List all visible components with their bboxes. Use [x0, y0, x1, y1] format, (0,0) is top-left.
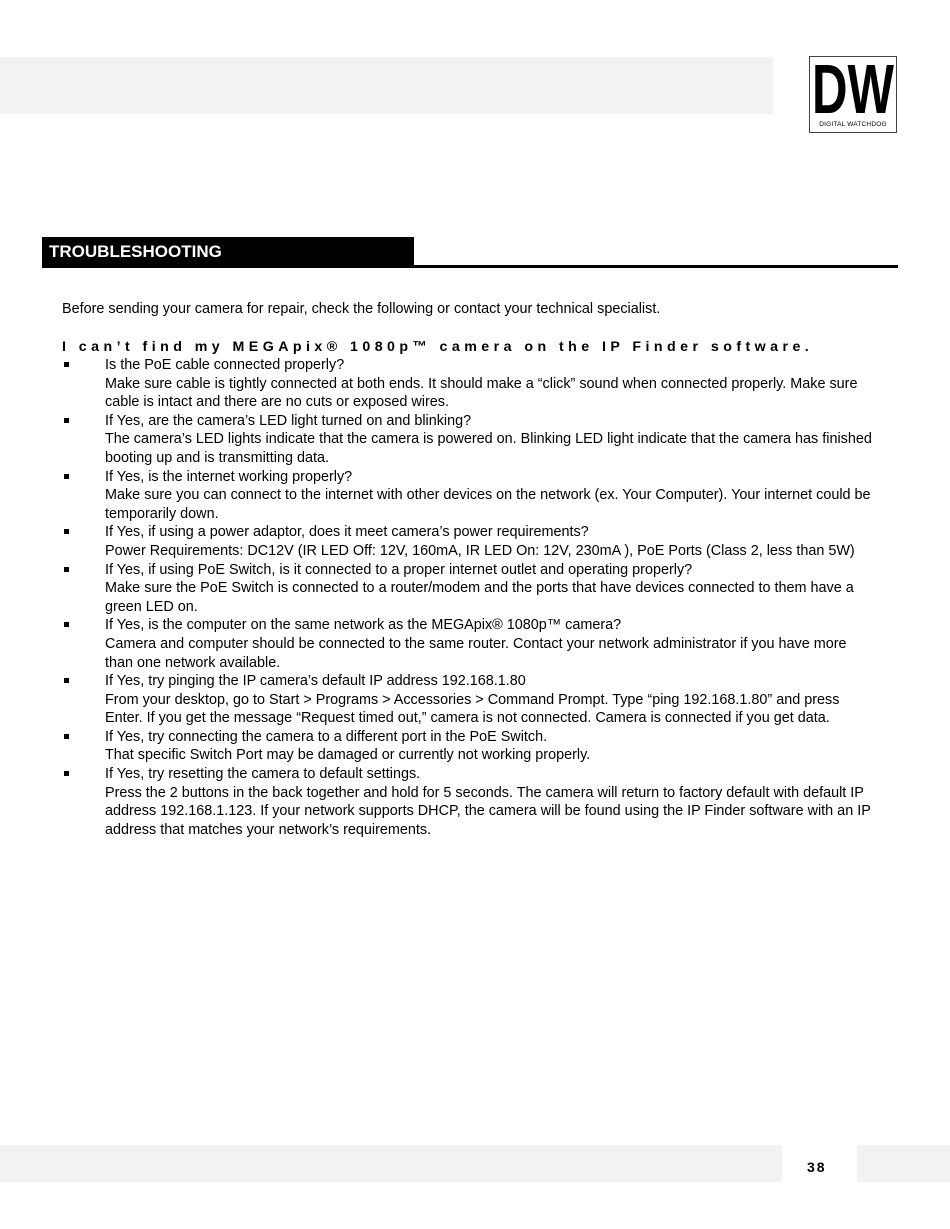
bullet-icon	[64, 529, 69, 534]
check-question: If Yes, if using a power adaptor, does it meet camera’s power requirements?	[105, 524, 589, 541]
check-question: If Yes, try pinging the IP camera’s default IP address 192.168.1.80	[105, 673, 526, 690]
bullet-icon	[64, 362, 69, 367]
check-question: If Yes, are the camera’s LED light turned on and blinking?	[105, 412, 472, 429]
check-answer: Make sure you can connect to the internet with other devices on the network (ex. Your Computer). Your internet could be temporarily down.	[105, 487, 871, 522]
footer-band	[0, 1145, 782, 1182]
check-question: If Yes, is the computer on the same network as the MEGApix® 1080p™ camera?	[105, 617, 622, 634]
bullet-icon	[64, 622, 69, 627]
check-answer: That specific Switch Port may be damaged or currently not working properly.	[105, 747, 591, 764]
bullet-icon	[64, 418, 69, 423]
intro-paragraph: Before sending your camera for repair, check the following or contact your technical specialist.	[62, 301, 661, 317]
checklist-item	[62, 728, 877, 765]
troubleshooting-checklist	[62, 356, 877, 839]
check-question: If Yes, if using PoE Switch, is it connected to a proper internet outlet and operating properly?	[105, 561, 693, 578]
check-answer: The camera’s LED lights indicate that the camera is powered on. Blinking LED light indicate that the camera has finished booting up and is transmitting data.	[105, 431, 872, 466]
checklist-item	[62, 412, 877, 468]
section-title: TROUBLESHOOTING	[49, 242, 222, 261]
section-divider	[42, 265, 898, 268]
issue-heading: I can’t find my MEGApix® 1080p™ camera on the IP Finder software.	[62, 339, 814, 355]
check-answer: Make sure cable is tightly connected at both ends. It should make a “click” sound when connected properly. Make sure cable is intact and there are no cuts or exposed wires.	[105, 375, 858, 411]
checklist-item	[62, 468, 877, 524]
svg-text:DW: DW	[812, 59, 894, 117]
check-answer: Camera and computer should be connected to the same router. Contact your network administrator if you have more than one network available.	[105, 635, 847, 671]
digital-watchdog-logo	[809, 56, 897, 133]
header-band	[0, 57, 773, 114]
checklist-item	[62, 523, 877, 560]
checklist-item	[62, 356, 877, 412]
checklist-item	[62, 672, 877, 728]
check-question: If Yes, try connecting the camera to a different port in the PoE Switch.	[105, 728, 548, 745]
footer-band-right	[857, 1145, 950, 1182]
bullet-icon	[64, 771, 69, 776]
check-question: If Yes, try resetting the camera to default settings.	[105, 766, 421, 783]
check-answer: Make sure the PoE Switch is connected to a router/modem and the ports that have devices connected to them have a green LED on.	[105, 580, 854, 615]
bullet-icon	[64, 734, 69, 739]
checklist-item	[62, 616, 877, 672]
dw-logo-mark	[812, 59, 894, 117]
checklist-item	[62, 765, 877, 839]
check-answer: Power Requirements: DC12V (IR LED Off: 12V, 160mA, IR LED On: 12V, 230mA ), PoE Ports (Class 2, less than 5W)	[105, 542, 855, 559]
bullet-icon	[64, 678, 69, 683]
check-question: Is the PoE cable connected properly?	[105, 357, 345, 373]
checklist-item	[62, 561, 877, 617]
bullet-icon	[64, 567, 69, 572]
logo-subtext: DIGITAL WATCHDOG	[819, 121, 887, 128]
page-number: 38	[807, 1159, 827, 1175]
check-answer: From your desktop, go to Start > Programs > Accessories > Command Prompt. Type “ping 192.168.1.80” and press Enter. If you get the message “Request timed out,” camera is not connected. Camera is connected if you get data.	[105, 691, 840, 727]
check-question: If Yes, is the internet working properly?	[105, 468, 353, 485]
check-answer: Press the 2 buttons in the back together and hold for 5 seconds. The camera will return to factory default with default IP address 192.168.1.123. If your network supports DHCP, the camera will be found using the IP Finder software with an IP address that matches your network’s requirements.	[105, 784, 871, 838]
bullet-icon	[64, 474, 69, 479]
